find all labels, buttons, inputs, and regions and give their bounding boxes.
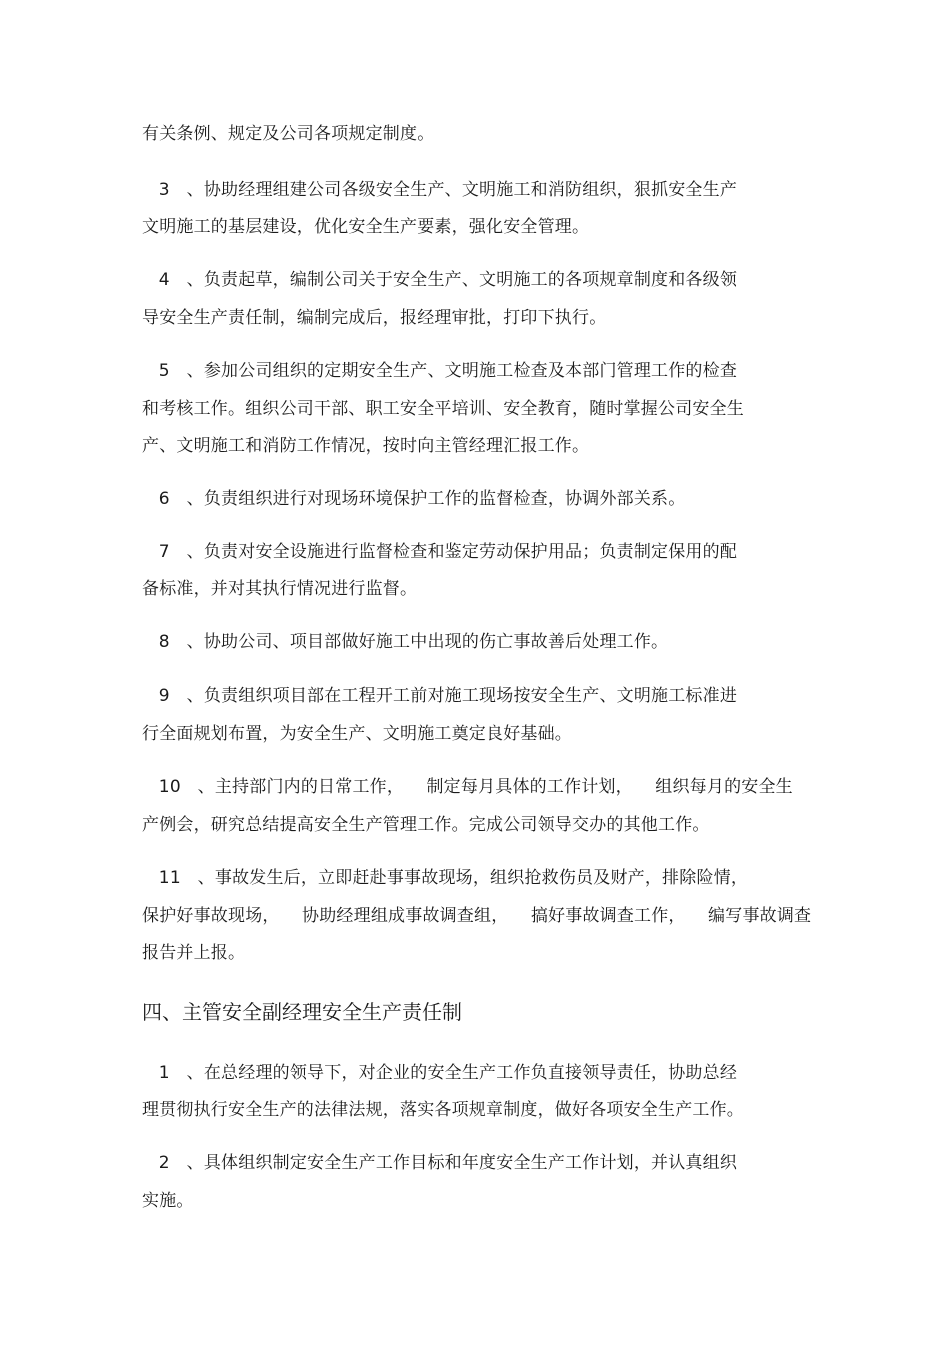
item-11-line-3: 报告并上报。 [142,943,246,963]
section-item-2-line-1: 2 、具体组织制定安全生产工作目标和年度安全生产工作计划，并认真组织 [142,1153,738,1173]
item-10-line-2: 产例会，研究总结提高安全生产管理工作。完成公司领导交办的其他工作。 [142,815,710,835]
item-4-line-1: 4 、负责起草，编制公司关于安全生产、文明施工的各项规章制度和各级领 [142,270,738,290]
item-3-line-1: 3 、协助经理组建公司各级安全生产、文明施工和消防组织，狠抓安全生产 [142,180,738,200]
item-11-line-2: 保护好事故现场， 协助经理组成事故调查组， 搞好事故调查工作， 编写事故调查 [142,906,812,926]
section-item-2-line-2: 实施。 [142,1191,194,1211]
item-10-line-1: 10 、主持部门内的日常工作， 制定每月具体的工作计划， 组织每月的安全生 [142,777,793,797]
item-9-line-1: 9 、负责组织项目部在工程开工前对施工现场按安全生产、文明施工标准进 [142,686,738,706]
item-7-line-1: 7 、负责对安全设施进行监督检查和鉴定劳动保护用品；负责制定保用的配 [142,542,738,562]
section-item-1-line-2: 理贯彻执行安全生产的法律法规，落实各项规章制度，做好各项安全生产工作。 [142,1100,744,1120]
section-item-1-line-1: 1 、在总经理的领导下，对企业的安全生产工作负直接领导责任，协助总经 [142,1063,738,1083]
item-9-line-2: 行全面规划布置，为安全生产、文明施工奠定良好基础。 [142,724,572,744]
section-heading: 四、主管安全副经理安全生产责任制 [142,1000,462,1024]
item-3-line-2: 文明施工的基层建设，优化安全生产要素，强化安全管理。 [142,217,590,237]
intro-line: 有关条例、规定及公司各项规定制度。 [142,124,435,144]
item-4-line-2: 导安全生产责任制，编制完成后，报经理审批，打印下执行。 [142,308,607,328]
item-8-line-1: 8 、协助公司、项目部做好施工中出现的伤亡事故善后处理工作。 [142,632,669,652]
item-6-line-1: 6 、负责组织进行对现场环境保护工作的监督检查，协调外部关系。 [142,489,686,509]
item-5-line-2: 和考核工作。组织公司干部、职工安全平培训、安全教育，随时掌握公司安全生 [142,399,744,419]
item-5-line-1: 5 、参加公司组织的定期安全生产、文明施工检查及本部门管理工作的检查 [142,361,738,381]
item-5-line-3: 产、文明施工和消防工作情况，按时向主管经理汇报工作。 [142,436,590,456]
item-11-line-1: 11 、事故发生后，立即赶赴事事故现场，组织抢救伤员及财产，排除险情， [142,868,749,888]
item-7-line-2: 备标准，并对其执行情况进行监督。 [142,579,418,599]
